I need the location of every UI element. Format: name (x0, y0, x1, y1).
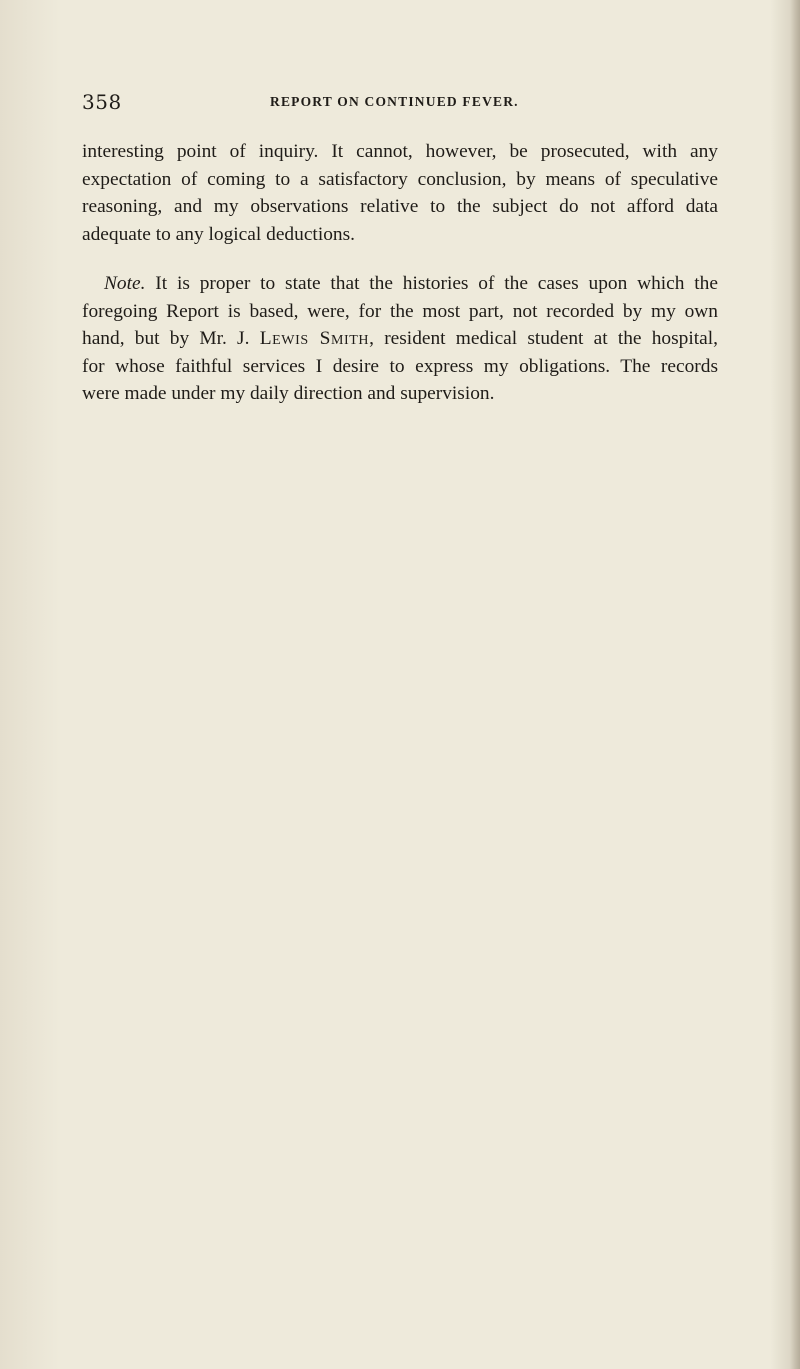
line-segment: , resident medical student at the hospital, (369, 328, 718, 349)
note-text: It is proper to state that the histories of the cases upon which the (145, 273, 718, 294)
paragraph-spacer (82, 248, 718, 270)
running-title: REPORT ON CONTINUED FEVER. (270, 94, 519, 109)
text-line (82, 325, 718, 353)
text-line: reasoning, and my observations relative to the subject do not afford data (82, 196, 718, 217)
text-line (82, 270, 718, 298)
text-line: for whose faithful services I desire to express my obligations. The records (82, 355, 718, 377)
page-edge-shadow (790, 0, 800, 1369)
paragraph-1 (82, 138, 718, 248)
text-line: foregoing Report is based, were, for the most part, not recorded by my own (82, 300, 718, 322)
line-segment: hand, but by Mr. J. (82, 328, 260, 349)
text-line: interesting point of inquiry. It cannot, however, be prosecuted, with any (82, 141, 718, 162)
person-name: Lewis Smith (259, 328, 370, 349)
note-label: Note. (104, 273, 146, 294)
text-line: adequate to any logical deductions. (82, 223, 355, 245)
body-text (82, 138, 718, 408)
running-head (82, 90, 718, 114)
paragraph-2 (82, 270, 718, 408)
text-line: expectation of coming to a satisfactory conclusion, by means of speculative (82, 168, 718, 190)
text-line: were made under my daily direction and supervision. (82, 383, 495, 404)
page-number: 358 (82, 90, 122, 114)
